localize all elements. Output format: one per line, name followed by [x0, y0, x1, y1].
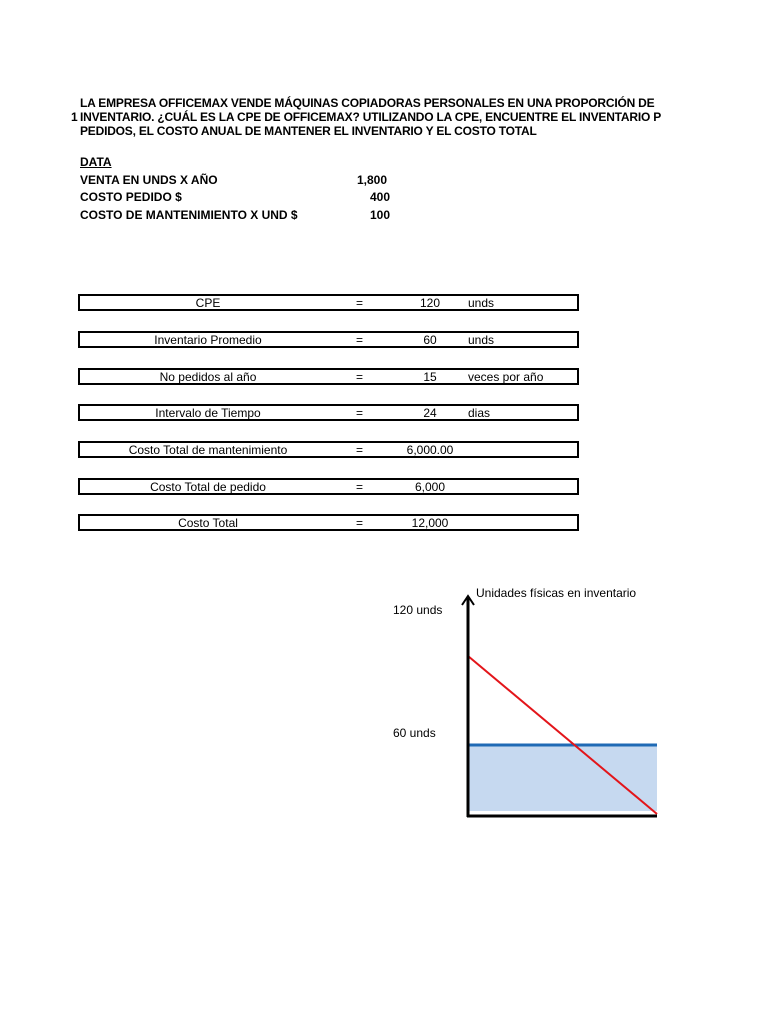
result-row-no-pedidos — [78, 368, 579, 385]
result-label: Costo Total — [178, 516, 238, 530]
result-label: Intervalo de Tiempo — [155, 406, 261, 420]
problem-statement-line-1: LA EMPRESA OFFICEMAX VENDE MÁQUINAS COPIADORAS PERSONALES EN UNA PROPORCIÓN DE — [80, 96, 655, 110]
result-label: No pedidos al año — [159, 370, 257, 384]
result-equals: = — [356, 370, 364, 384]
data-label-sales: VENTA EN UNDS X AÑO — [80, 173, 218, 187]
result-unit: unds — [468, 296, 495, 310]
result-value: 12,000 — [411, 516, 449, 530]
graph-axis-title: Unidades físicas en inventario — [476, 586, 637, 600]
result-row-intervalo-tiempo — [78, 404, 579, 421]
data-label-holding-cost: COSTO DE MANTENIMIENTO X UND $ — [80, 208, 298, 222]
data-value-order-cost: 400 — [369, 190, 390, 204]
result-equals: = — [356, 443, 364, 457]
result-row-costo-mantenimiento — [78, 441, 579, 458]
data-label-order-cost: COSTO PEDIDO $ — [80, 190, 182, 204]
result-equals: = — [356, 406, 364, 420]
result-value: 24 — [423, 406, 437, 420]
result-label: Costo Total de pedido — [150, 480, 266, 494]
problem-statement-line-3: PEDIDOS, EL COSTO ANUAL DE MANTENER EL INVENTARIO Y EL COSTO TOTAL — [80, 124, 537, 138]
result-row-cpe — [78, 294, 579, 311]
result-row-costo-total — [78, 514, 579, 531]
result-unit: veces por año — [468, 370, 544, 384]
result-row-costo-pedido — [78, 478, 579, 495]
result-unit: unds — [468, 333, 495, 347]
result-equals: = — [356, 516, 364, 530]
average-inventory-fill — [468, 745, 657, 811]
result-value: 6,000 — [414, 480, 446, 494]
graph-label-average: 60 unds — [393, 726, 436, 740]
result-equals: = — [356, 333, 364, 347]
problem-statement-line-2: INVENTARIO. ¿CUÁL ES LA CPE DE OFFICEMAX? UTILIZANDO LA CPE, ENCUENTRE EL INVENTARIO P — [80, 110, 662, 124]
data-value-sales: 1,800 — [356, 173, 387, 187]
result-equals: = — [356, 296, 364, 310]
result-value: 60 — [423, 333, 437, 347]
result-value: 120 — [419, 296, 441, 310]
inventory-graph — [455, 590, 665, 822]
problem-number: 1 — [71, 110, 78, 124]
result-row-inventario-promedio — [78, 331, 579, 348]
result-equals: = — [356, 480, 364, 494]
result-unit: dias — [468, 406, 491, 420]
data-value-holding-cost: 100 — [369, 208, 390, 222]
graph-label-max: 120 unds — [393, 603, 443, 617]
result-label: Inventario Promedio — [154, 333, 262, 347]
result-value: 15 — [423, 370, 437, 384]
result-value: 6,000.00 — [406, 443, 454, 457]
result-label: CPE — [195, 296, 221, 310]
result-label: Costo Total de mantenimiento — [128, 443, 288, 457]
data-heading: DATA — [80, 155, 112, 169]
